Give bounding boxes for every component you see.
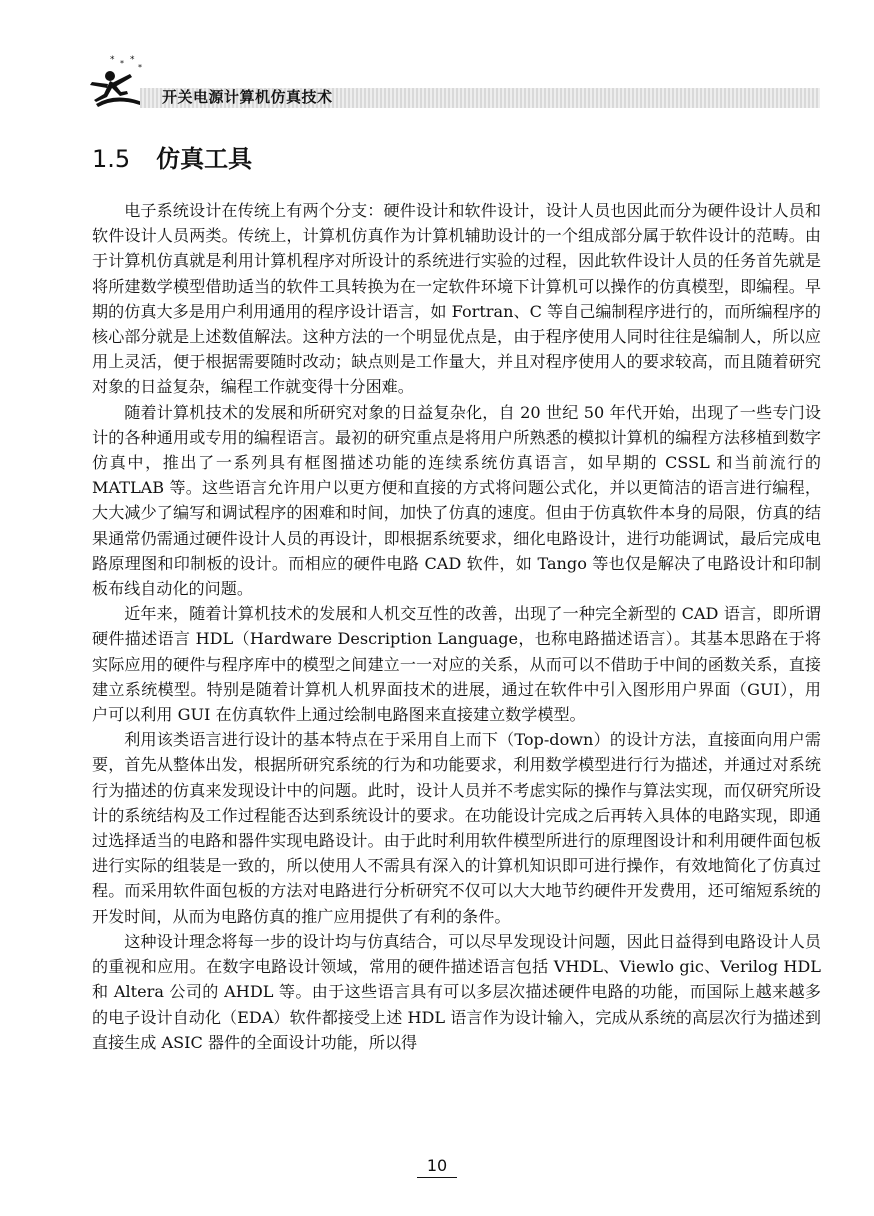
- page-header: [80, 50, 820, 114]
- body-text: [92, 198, 821, 1055]
- section-number: 1.5: [92, 145, 131, 173]
- paragraph: 这种设计理念将每一步的设计均与仿真结合，可以尽早发现设计问题，因此日益得到电路设计人员的重视和应用。在数字电路设计领域，常用的硬件描述语言包括 VHDL、Viewlo gic、Verilog HDL 和 Altera 公司的 AHDL 等。由于这些语言具有可以多层次描述硬件电路的功能，而国际上越来越多的电子设计自动化（EDA）软件都接受上述 HDL 语言作为设计输入，完成从系统的高层次行为描述到直接生成 ASIC 器件的全面设计功能，所以得: [92, 931, 821, 1052]
- running-header-title: 开关电源计算机仿真技术: [162, 88, 333, 106]
- paragraph: 利用该类语言进行设计的基本特点在于采用自上而下（Top-down）的设计方法，直接面向用户需要，首先从整体出发，根据所研究系统的行为和功能要求，利用数学模型进行行为描述，并通过对系统行为描述的仿真来发现设计中的问题。此时，设计人员并不考虑实际的操作与算法实现，而仅研究所设计的系统结构及工作过程能否达到系统设计的要求。在功能设计完成之后再转入具体的电路实现，即通过选择适当的电路和器件实现电路设计。由于此时利用软件模型所进行的原理图设计和利用硬件面包板进行实际的组装是一致的，所以使用人不需具有深入的计算机知识即可进行操作，有效地简化了仿真过程。而采用软件面包板的方法对电路进行分析研究不仅可以大大地节约硬件开发费用，还可缩短系统的开发时间，从而为电路仿真的推广应用提供了有利的条件。: [92, 730, 821, 926]
- paragraph: 随着计算机技术的发展和所研究对象的日益复杂化，自 20 世纪 50 年代开始，出现了一些专门设计的各种通用或专用的编程语言。最初的研究重点是将用户所熟悉的模拟计算机的编程方法移植到数字仿真中，推出了一系列具有框图描述功能的连续系统仿真语言，如早期的 CSSL 和当前流行的 MATLAB 等。这些语言允许用户以更方便和直接的方式将问题公式化，并以更简洁的语言进行编程，大大减少了编写和调试程序的困难和时间，加快了仿真的速度。但由于仿真软件本身的局限，仿真的结果通常仍需通过硬件设计人员的再设计，即根据系统要求，细化电路设计，进行功能调试，最后完成电路原理图和印制板的设计。而相应的硬件电路 CAD 软件，如 Tango 等也仅是解决了电路设计和印制板布线自动化的问题。: [92, 402, 821, 599]
- page-number: 10: [417, 1155, 457, 1178]
- section-heading: [92, 143, 252, 175]
- page-number-footer: [0, 1155, 874, 1178]
- svg-text:*: *: [130, 55, 135, 65]
- svg-text:*: *: [110, 55, 115, 65]
- svg-text:*: *: [120, 59, 124, 68]
- paragraph: 近年来，随着计算机技术的发展和人机交互性的改善，出现了一种完全新型的 CAD 语言，即所谓硬件描述语言 HDL（Hardware Description Language，也称电路描述语言）。其基本思路在于将实际应用的硬件与程序库中的模型之间建立一一对应的关系，从而可以不借助于中间的函数关系，直接建立系统模型。特别是随着计算机人机界面技术的进展，通过在软件中引入图形用户界面（GUI），用户可以利用 GUI 在仿真软件上通过绘制电路图来直接建立数学模型。: [92, 604, 821, 725]
- section-title: 仿真工具: [156, 145, 253, 173]
- paragraph: 电子系统设计在传统上有两个分支：硬件设计和软件设计，设计人员也因此而分为硬件设计人员和软件设计人员两类。传统上，计算机仿真作为计算机辅助设计的一个组成部分属于软件设计的范畴。由于计算机仿真就是利用计算机程序对所设计的系统进行实验的过程，因此软件设计人员的任务首先就是将所建数学模型借助适当的软件工具转换为在一定软件环境下计算机可以操作的仿真模型，即编程。早期的仿真大多是用户利用通用的程序设计语言，如 Fortran、C 等自己编制程序进行的，而所编程序的核心部分就是上述数值解法。这种方法的一个明显优点是，由于程序使用人同时往往是编制人，所以应用上灵活，便于根据需要随时改动；缺点则是工作量大，并且对程序使用人的要求较高，而且随着研究对象的日益复杂，编程工作就变得十分困难。: [92, 201, 821, 397]
- svg-text:*: *: [138, 63, 142, 72]
